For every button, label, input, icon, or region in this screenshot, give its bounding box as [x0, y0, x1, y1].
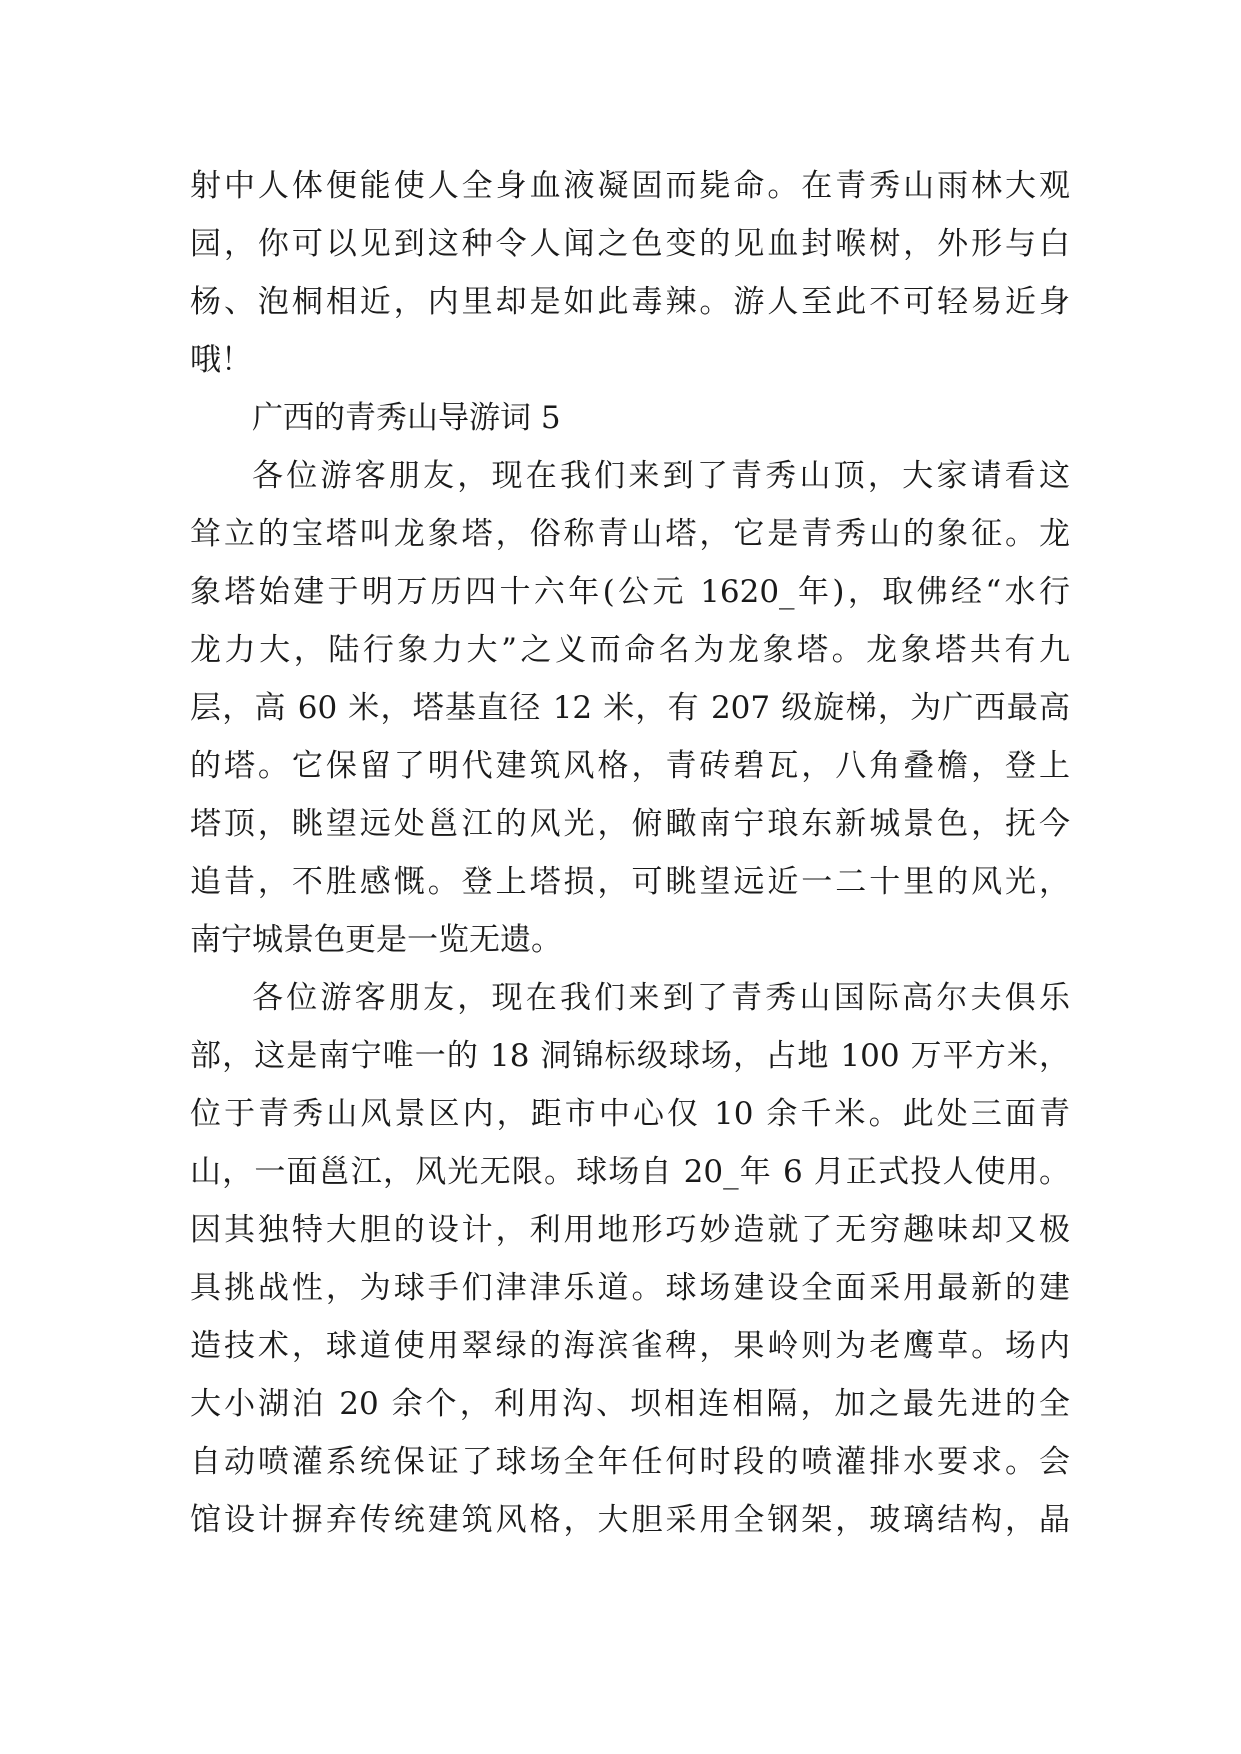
paragraph-3-line-6: 具挑战性，为球手们津津乐道。球场建设全面采用最新的建	[190, 1270, 1070, 1306]
paragraph-3-line-10: 馆设计摒弃传统建筑风格，大胆采用全钢架，玻璃结构，晶	[190, 1502, 1070, 1538]
paragraph-2-line-8: 追昔，不胜感慨。登上塔损，可眺望远近一二十里的风光，	[190, 864, 1070, 900]
paragraph-2-line-1: 各位游客朋友，现在我们来到了青秀山顶，大家请看这	[252, 458, 1070, 494]
paragraph-3-line-3: 位于青秀山风景区内，距市中心仅 10 余千米。此处三面青	[190, 1096, 1070, 1132]
section-heading: 广西的青秀山导游词 5	[252, 400, 561, 436]
paragraph-1-line-3: 杨、泡桐相近，内里却是如此毒辣。游人至此不可轻易近身	[190, 284, 1070, 320]
paragraph-2-line-9: 南宁城景色更是一览无遗。	[190, 922, 562, 958]
paragraph-2-line-2: 耸立的宝塔叫龙象塔，俗称青山塔，它是青秀山的象征。龙	[190, 516, 1070, 552]
paragraph-1-line-2: 园，你可以见到这种令人闻之色变的见血封喉树，外形与白	[190, 226, 1070, 262]
paragraph-1-line-4: 哦！	[190, 342, 252, 378]
paragraph-3-line-7: 造技术，球道使用翠绿的海滨雀稗，果岭则为老鹰草。场内	[190, 1328, 1070, 1364]
paragraph-2-line-4: 龙力大，陆行象力大”之义而命名为龙象塔。龙象塔共有九	[190, 632, 1070, 668]
paragraph-2-line-5: 层，高 60 米，塔基直径 12 米，有 207 级旋梯，为广西最高	[190, 690, 1070, 726]
paragraph-3-line-8: 大小湖泊 20 余个，利用沟、坝相连相隔，加之最先进的全	[190, 1386, 1070, 1422]
paragraph-3-line-4: 山，一面邕江，风光无限。球场自 20_年 6 月正式投人使用。	[190, 1154, 1070, 1190]
paragraph-3-line-1: 各位游客朋友，现在我们来到了青秀山国际高尔夫俱乐	[252, 980, 1070, 1016]
paragraph-1-line-1: 射中人体便能使人全身血液凝固而毙命。在青秀山雨林大观	[190, 168, 1070, 204]
paragraph-3-line-2: 部，这是南宁唯一的 18 洞锦标级球场，占地 100 万平方米，	[190, 1038, 1070, 1074]
paragraph-2-line-6: 的塔。它保留了明代建筑风格，青砖碧瓦，八角叠檐，登上	[190, 748, 1070, 784]
paragraph-2-line-7: 塔顶，眺望远处邕江的风光，俯瞰南宁琅东新城景色，抚今	[190, 806, 1070, 842]
paragraph-3-line-5: 因其独特大胆的设计，利用地形巧妙造就了无穷趣味却又极	[190, 1212, 1070, 1248]
paragraph-3-line-9: 自动喷灌系统保证了球场全年任何时段的喷灌排水要求。会	[190, 1444, 1070, 1480]
paragraph-2-line-3: 象塔始建于明万历四十六年(公元 1620_年)，取佛经“水行	[190, 574, 1070, 610]
